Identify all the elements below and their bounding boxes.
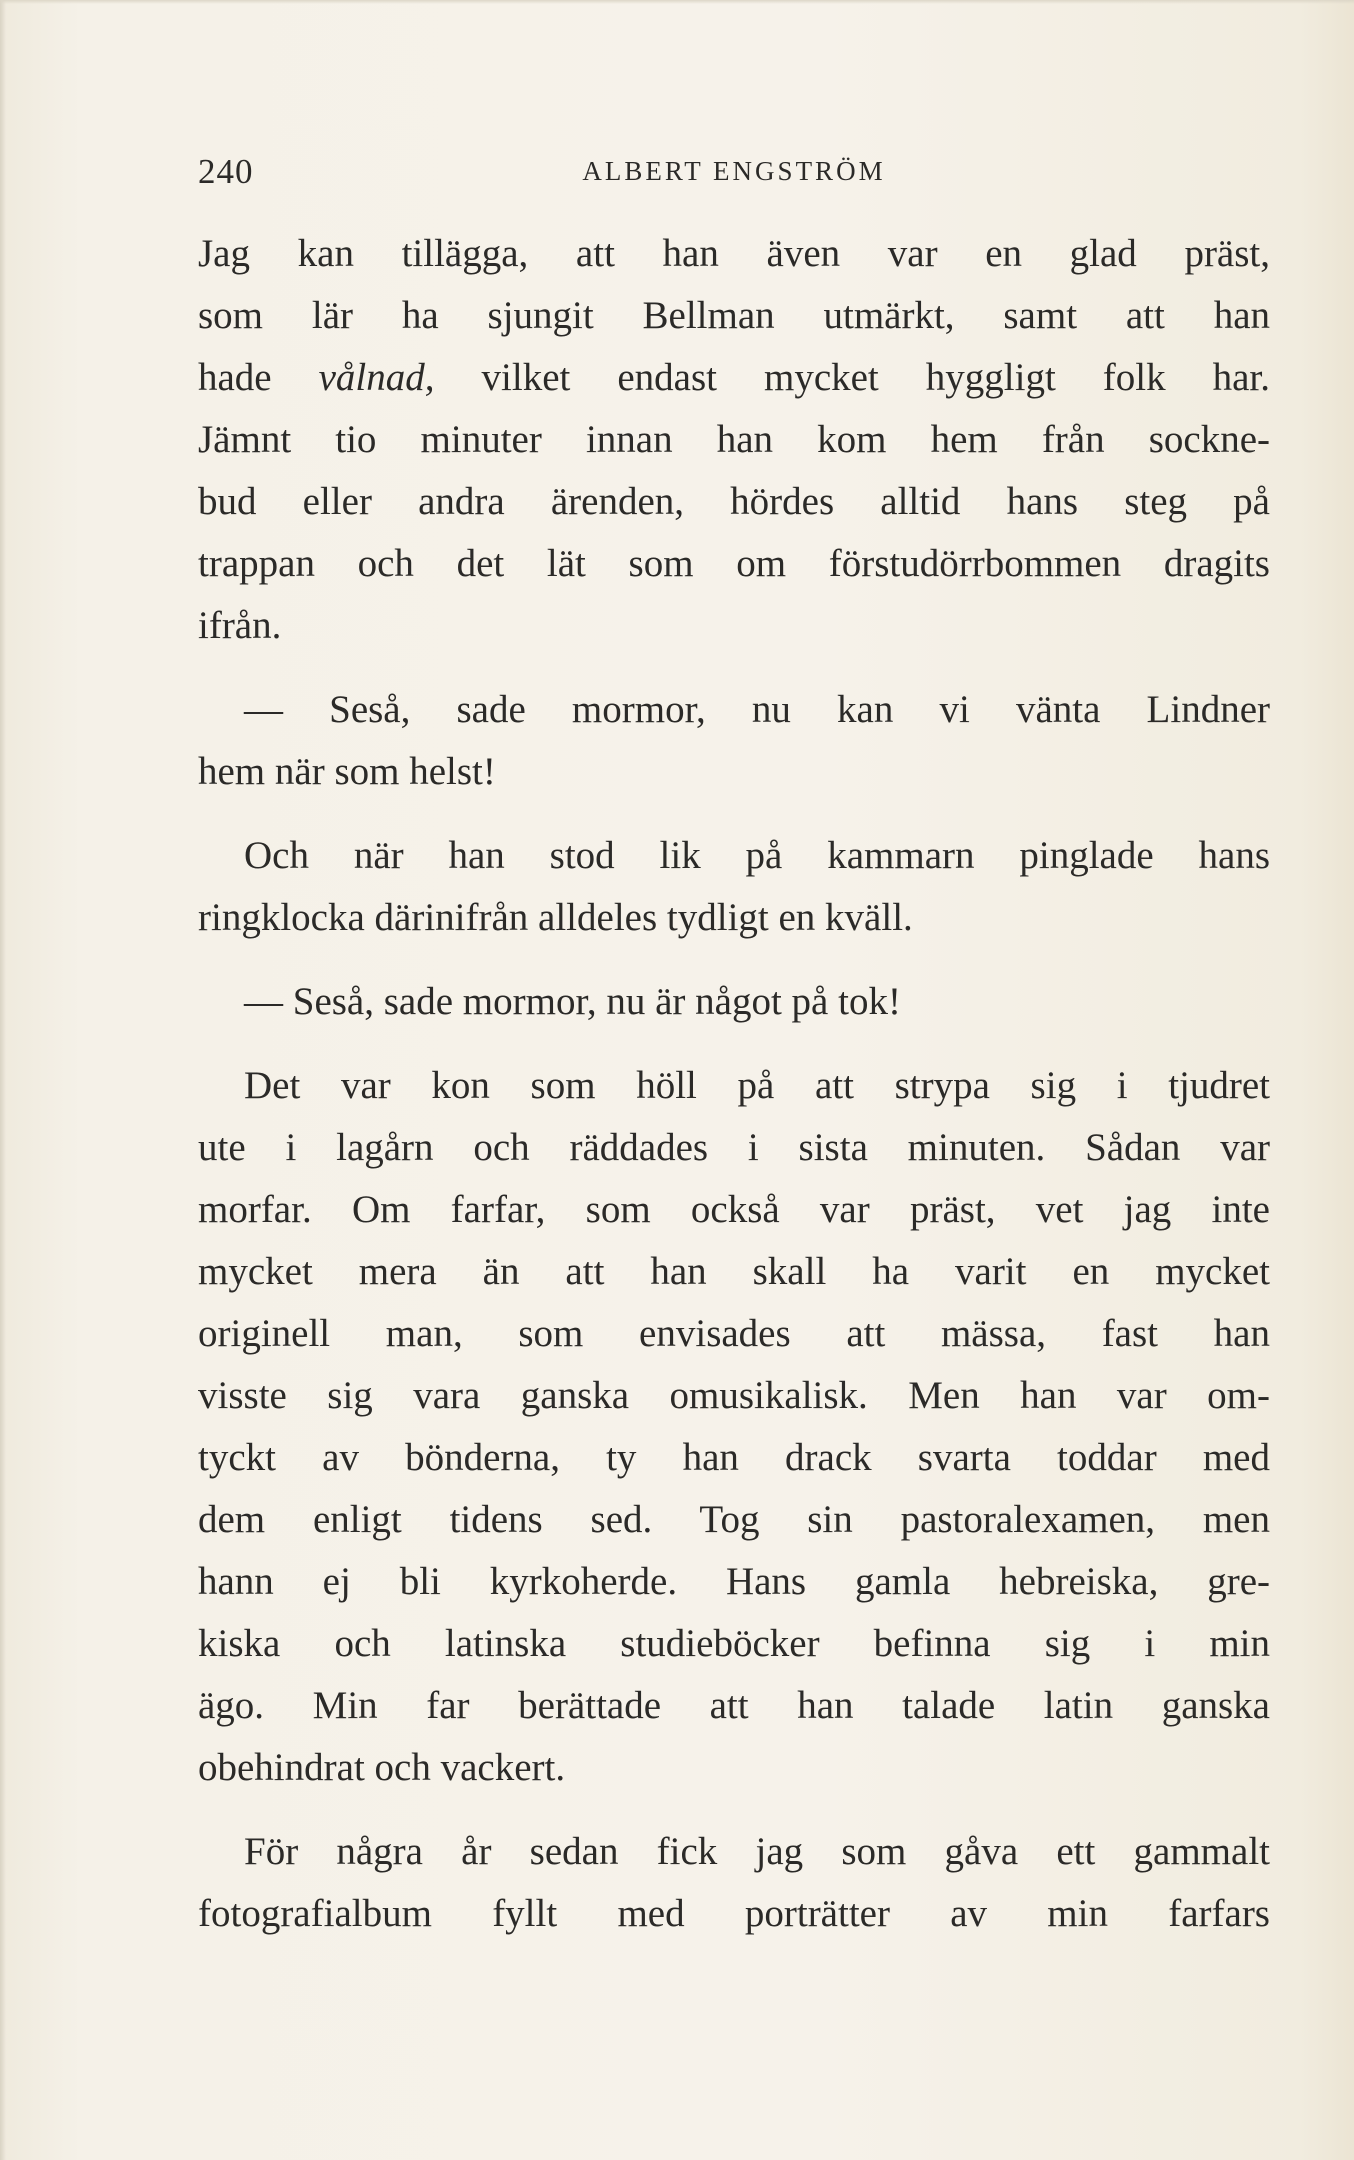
text-line: Jämnt tio minuter innan han kom hem från sockne- <box>198 418 1270 461</box>
text-line: originell man, som envisades att mässa, fast han <box>198 1312 1270 1355</box>
text-line: obehindrat och vackert. <box>198 1746 566 1789</box>
text-line: ifrån. <box>198 604 282 647</box>
body-text <box>198 223 1270 1945</box>
page-number: 240 <box>198 152 254 191</box>
text-line: Det var kon som höll på att strypa sig i tjudret <box>244 1064 1270 1107</box>
text-line: bud eller andra ärenden, hördes alltid hans steg på <box>198 480 1270 523</box>
text-line: mycket mera än att han skall ha varit en mycket <box>198 1250 1270 1293</box>
paragraph <box>198 679 1270 803</box>
text-line: För några år sedan fick jag som gåva ett gammalt <box>244 1830 1270 1873</box>
text-line: tyckt av bönderna, ty han drack svarta toddar med <box>198 1436 1270 1479</box>
paragraph <box>198 971 1270 1033</box>
text-line: kiska och latinska studieböcker befinna sig i min <box>198 1622 1270 1665</box>
text-line: trappan och det lät som om förstudörrbommen dragits <box>198 542 1270 585</box>
paragraph <box>198 825 1270 949</box>
text-line: visste sig vara ganska omusikalisk. Men han var om- <box>198 1374 1270 1417</box>
page-header <box>198 152 1270 192</box>
paragraph <box>198 223 1270 657</box>
paragraph <box>198 1821 1270 1945</box>
running-head: ALBERT ENGSTRÖM <box>582 156 886 186</box>
text-line: fotografialbum fyllt med porträtter av min farfars <box>198 1892 1270 1935</box>
text-line: hann ej bli kyrkoherde. Hans gamla hebreiska, gre- <box>198 1560 1270 1603</box>
text-line: Och när han stod lik på kammarn pinglade hans <box>244 834 1270 877</box>
text-line: dem enligt tidens sed. Tog sin pastoralexamen, men <box>198 1498 1270 1541</box>
text-line: ägo. Min far berättade att han talade latin ganska <box>198 1684 1270 1727</box>
text-line: som lär ha sjungit Bellman utmärkt, samt att han <box>198 294 1270 337</box>
text-line: Jag kan tillägga, att han även var en glad präst, <box>198 232 1270 275</box>
text-line: hade vålnad, vilket endast mycket hyggligt folk har. <box>198 356 1270 399</box>
text-line: — Seså, sade mormor, nu kan vi vänta Lindner <box>244 688 1270 731</box>
page-edge-top <box>0 0 1354 4</box>
text-line: hem när som helst! <box>198 750 496 793</box>
text-line: ringklocka därinifrån alldeles tydligt en kväll. <box>198 896 913 939</box>
text-line: — Seså, sade mormor, nu är något på tok! <box>244 980 901 1023</box>
text-line: ute i lagårn och räddades i sista minuten. Sådan var <box>198 1126 1270 1169</box>
page-edge-left <box>0 0 6 2160</box>
text-line: morfar. Om farfar, som också var präst, vet jag inte <box>198 1188 1270 1231</box>
paragraph <box>198 1055 1270 1799</box>
